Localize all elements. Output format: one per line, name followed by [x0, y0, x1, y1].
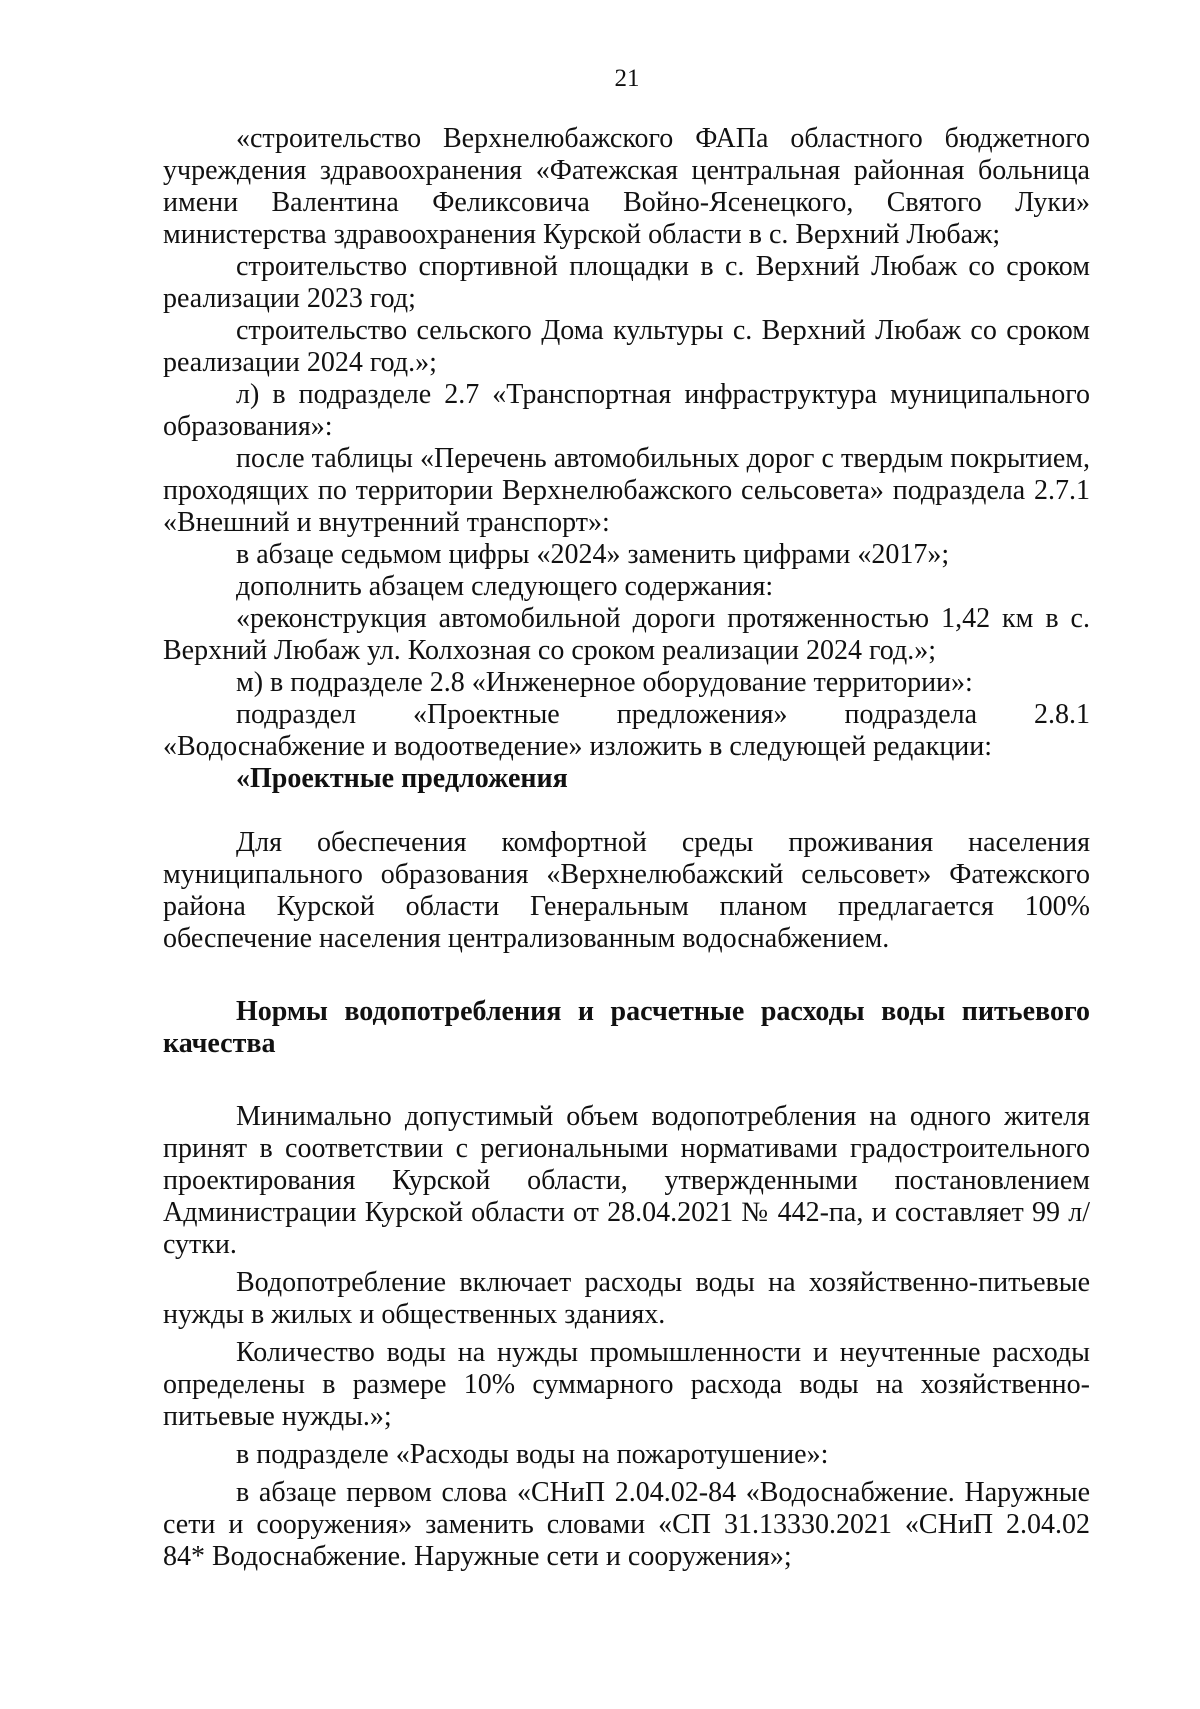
heading-project-proposals: «Проектные предложения [236, 763, 568, 794]
paragraph-snip-replacement: в абзаце первом слова «СНиП 2.04.02-84 «Водоснабжение. Наружные сети и сооружения» заменить словами «СП 31.13330.2021 «СНиП 2.04.02 84* Водоснабжение. Наружные сети и сооружения»; [163, 1477, 1090, 1572]
paragraph-fap-construction: «строительство Верхнелюбажского ФАПа областного бюджетного учреждения здравоохранения «Фатежская центральная районная больница имени Валентина Феликсовича Войно-Ясенецкого, Святого Луки» министерства здравоохранения Курской области в с. Верхний Любаж; [163, 123, 1090, 250]
paragraph-add-paragraph: дополнить абзацем следующего содержания: [236, 571, 774, 602]
paragraph-road-reconstruction: «реконструкция автомобильной дороги протяженностью 1,42 км в с. Верхний Любаж ул. Колхозная со сроком реализации 2024 год.»; [163, 603, 1090, 666]
paragraph-subsection-2-7: л) в подразделе 2.7 «Транспортная инфраструктура муниципального образования»: [163, 379, 1090, 442]
paragraph-subsection-2-8: м) в подразделе 2.8 «Инженерное оборудование территории»: [236, 667, 973, 698]
document-body [163, 123, 1090, 1573]
paragraph-consumption-includes: Водопотребление включает расходы воды на хозяйственно-питьевые нужды в жилых и общественных зданиях. [163, 1267, 1090, 1330]
paragraph-subsection-2-8-1: подраздел «Проектные предложения» подраздела 2.8.1 «Водоснабжение и водоотведение» изложить в следующей редакции: [163, 699, 1090, 762]
page-number: 21 [614, 65, 640, 92]
heading-water-consumption-norms: Нормы водопотребления и расчетные расходы воды питьевого качества [163, 996, 1090, 1059]
paragraph-after-table: после таблицы «Перечень автомобильных дорог с твердым покрытием, проходящих по территории Верхнелюбажского сельсовета» подраздела 2.7.1 «Внешний и внутренний транспорт»: [163, 443, 1090, 538]
paragraph-water-supply-plan: Для обеспечения комфортной среды проживания населения муниципального образования «Верхнелюбажский сельсовет» Фатежского района Курской области Генеральным планом предлагается 100% обеспечение населения централизованным водоснабжением. [163, 827, 1090, 954]
paragraph-industry-needs: Количество воды на нужды промышленности и неучтенные расходы определены в размере 10% суммарного расхода воды на хозяйственно-питьевые нужды.»; [163, 1337, 1090, 1432]
paragraph-minimum-consumption: Минимально допустимый объем водопотребления на одного жителя принят в соответствии с региональными нормативами градостроительного проектирования Курской области, утвержденными постановлением Администрации Курской области от 28.04.2021 № 442-па, и составляет 99 л/сутки. [163, 1101, 1090, 1260]
paragraph-culture-house: строительство сельского Дома культуры с. Верхний Любаж со сроком реализации 2024 год.»; [163, 315, 1090, 378]
paragraph-fire-fighting: в подразделе «Расходы воды на пожаротушение»: [236, 1439, 829, 1470]
paragraph-replace-digits: в абзаце седьмом цифры «2024» заменить цифрами «2017»; [236, 539, 950, 570]
paragraph-sports-ground: строительство спортивной площадки в с. Верхний Любаж со сроком реализации 2023 год; [163, 251, 1090, 314]
